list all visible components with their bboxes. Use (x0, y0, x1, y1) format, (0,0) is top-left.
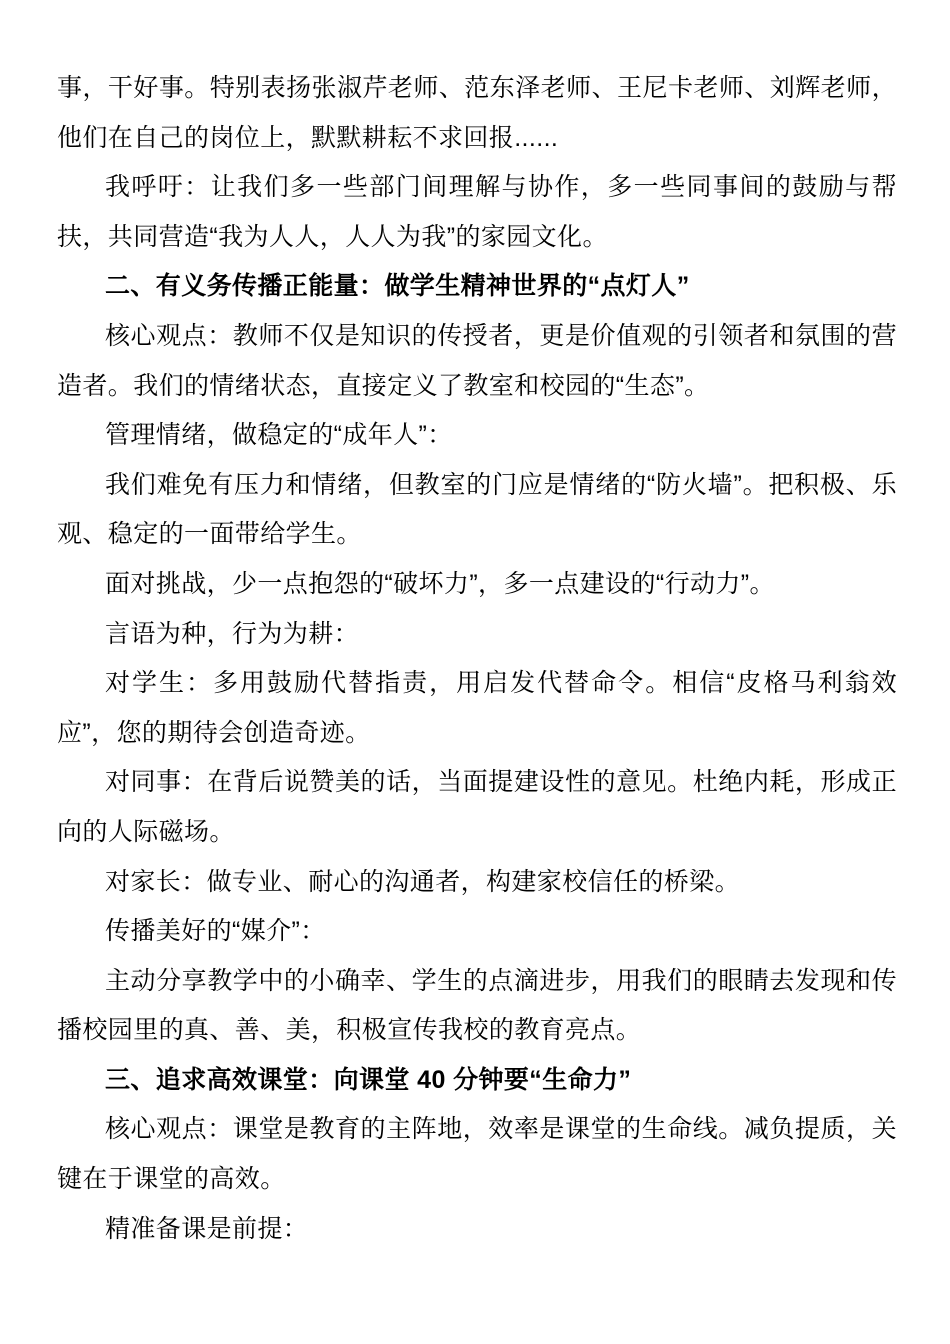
body-paragraph: 核心观点：课堂是教育的主阵地，效率是课堂的生命线。减负提质，关键在于课堂的高效。 (57, 1115, 897, 1194)
body-paragraph: 对家长：做专业、耐心的沟通者，构建家校信任的桥梁。 (105, 867, 741, 896)
body-paragraph: 我呼吁：让我们多一些部门间理解与协作，多一些同事间的鼓励与帮扶，共同营造“我为人人，人人为我”的家园文化。 (57, 173, 897, 251)
body-paragraph: 对同事：在背后说赞美的话，当面提建设性的意见。杜绝内耗，形成正向的人际磁场。 (57, 768, 897, 846)
body-paragraph: 核心观点：教师不仅是知识的传授者，更是价值观的引领者和氛围的营造者。我们的情绪状态，直接定义了教室和校园的“生态”。 (57, 321, 897, 400)
sub-heading: 传播美好的“媒介”： (105, 917, 326, 946)
body-paragraph: 我们难免有压力和情绪，但教室的门应是情绪的“防火墙”。把积极、乐观、稳定的一面带给学生。 (57, 470, 897, 549)
sub-heading: 管理情绪，做稳定的“成年人”： (105, 421, 453, 450)
continuation-paragraph: 事，干好事。特别表扬张淑芹老师、范东泽老师、王尼卡老师、刘辉老师，他们在自己的岗位上，默默耕耘不求回报...... (57, 74, 897, 152)
section-heading: 三、追求高效课堂：向课堂 40 分钟要“生命力” (105, 1065, 632, 1094)
sub-heading: 精准备课是前提： (105, 1214, 309, 1243)
body-paragraph: 面对挑战，少一点抱怨的“破坏力”，多一点建设的“行动力”。 (105, 569, 775, 598)
body-paragraph: 对学生：多用鼓励代替指责，用启发代替命令。相信“皮格马利翁效应”，您的期待会创造奇迹。 (57, 669, 897, 747)
section-heading: 二、有义务传播正能量：做学生精神世界的“点灯人” (105, 272, 690, 301)
document-body (57, 64, 897, 1254)
sub-heading: 言语为种，行为为耕： (105, 619, 360, 648)
body-paragraph: 主动分享教学中的小确幸、学生的点滴进步，用我们的眼睛去发现和传播校园里的真、善、美，积极宣传我校的教育亮点。 (57, 966, 897, 1045)
